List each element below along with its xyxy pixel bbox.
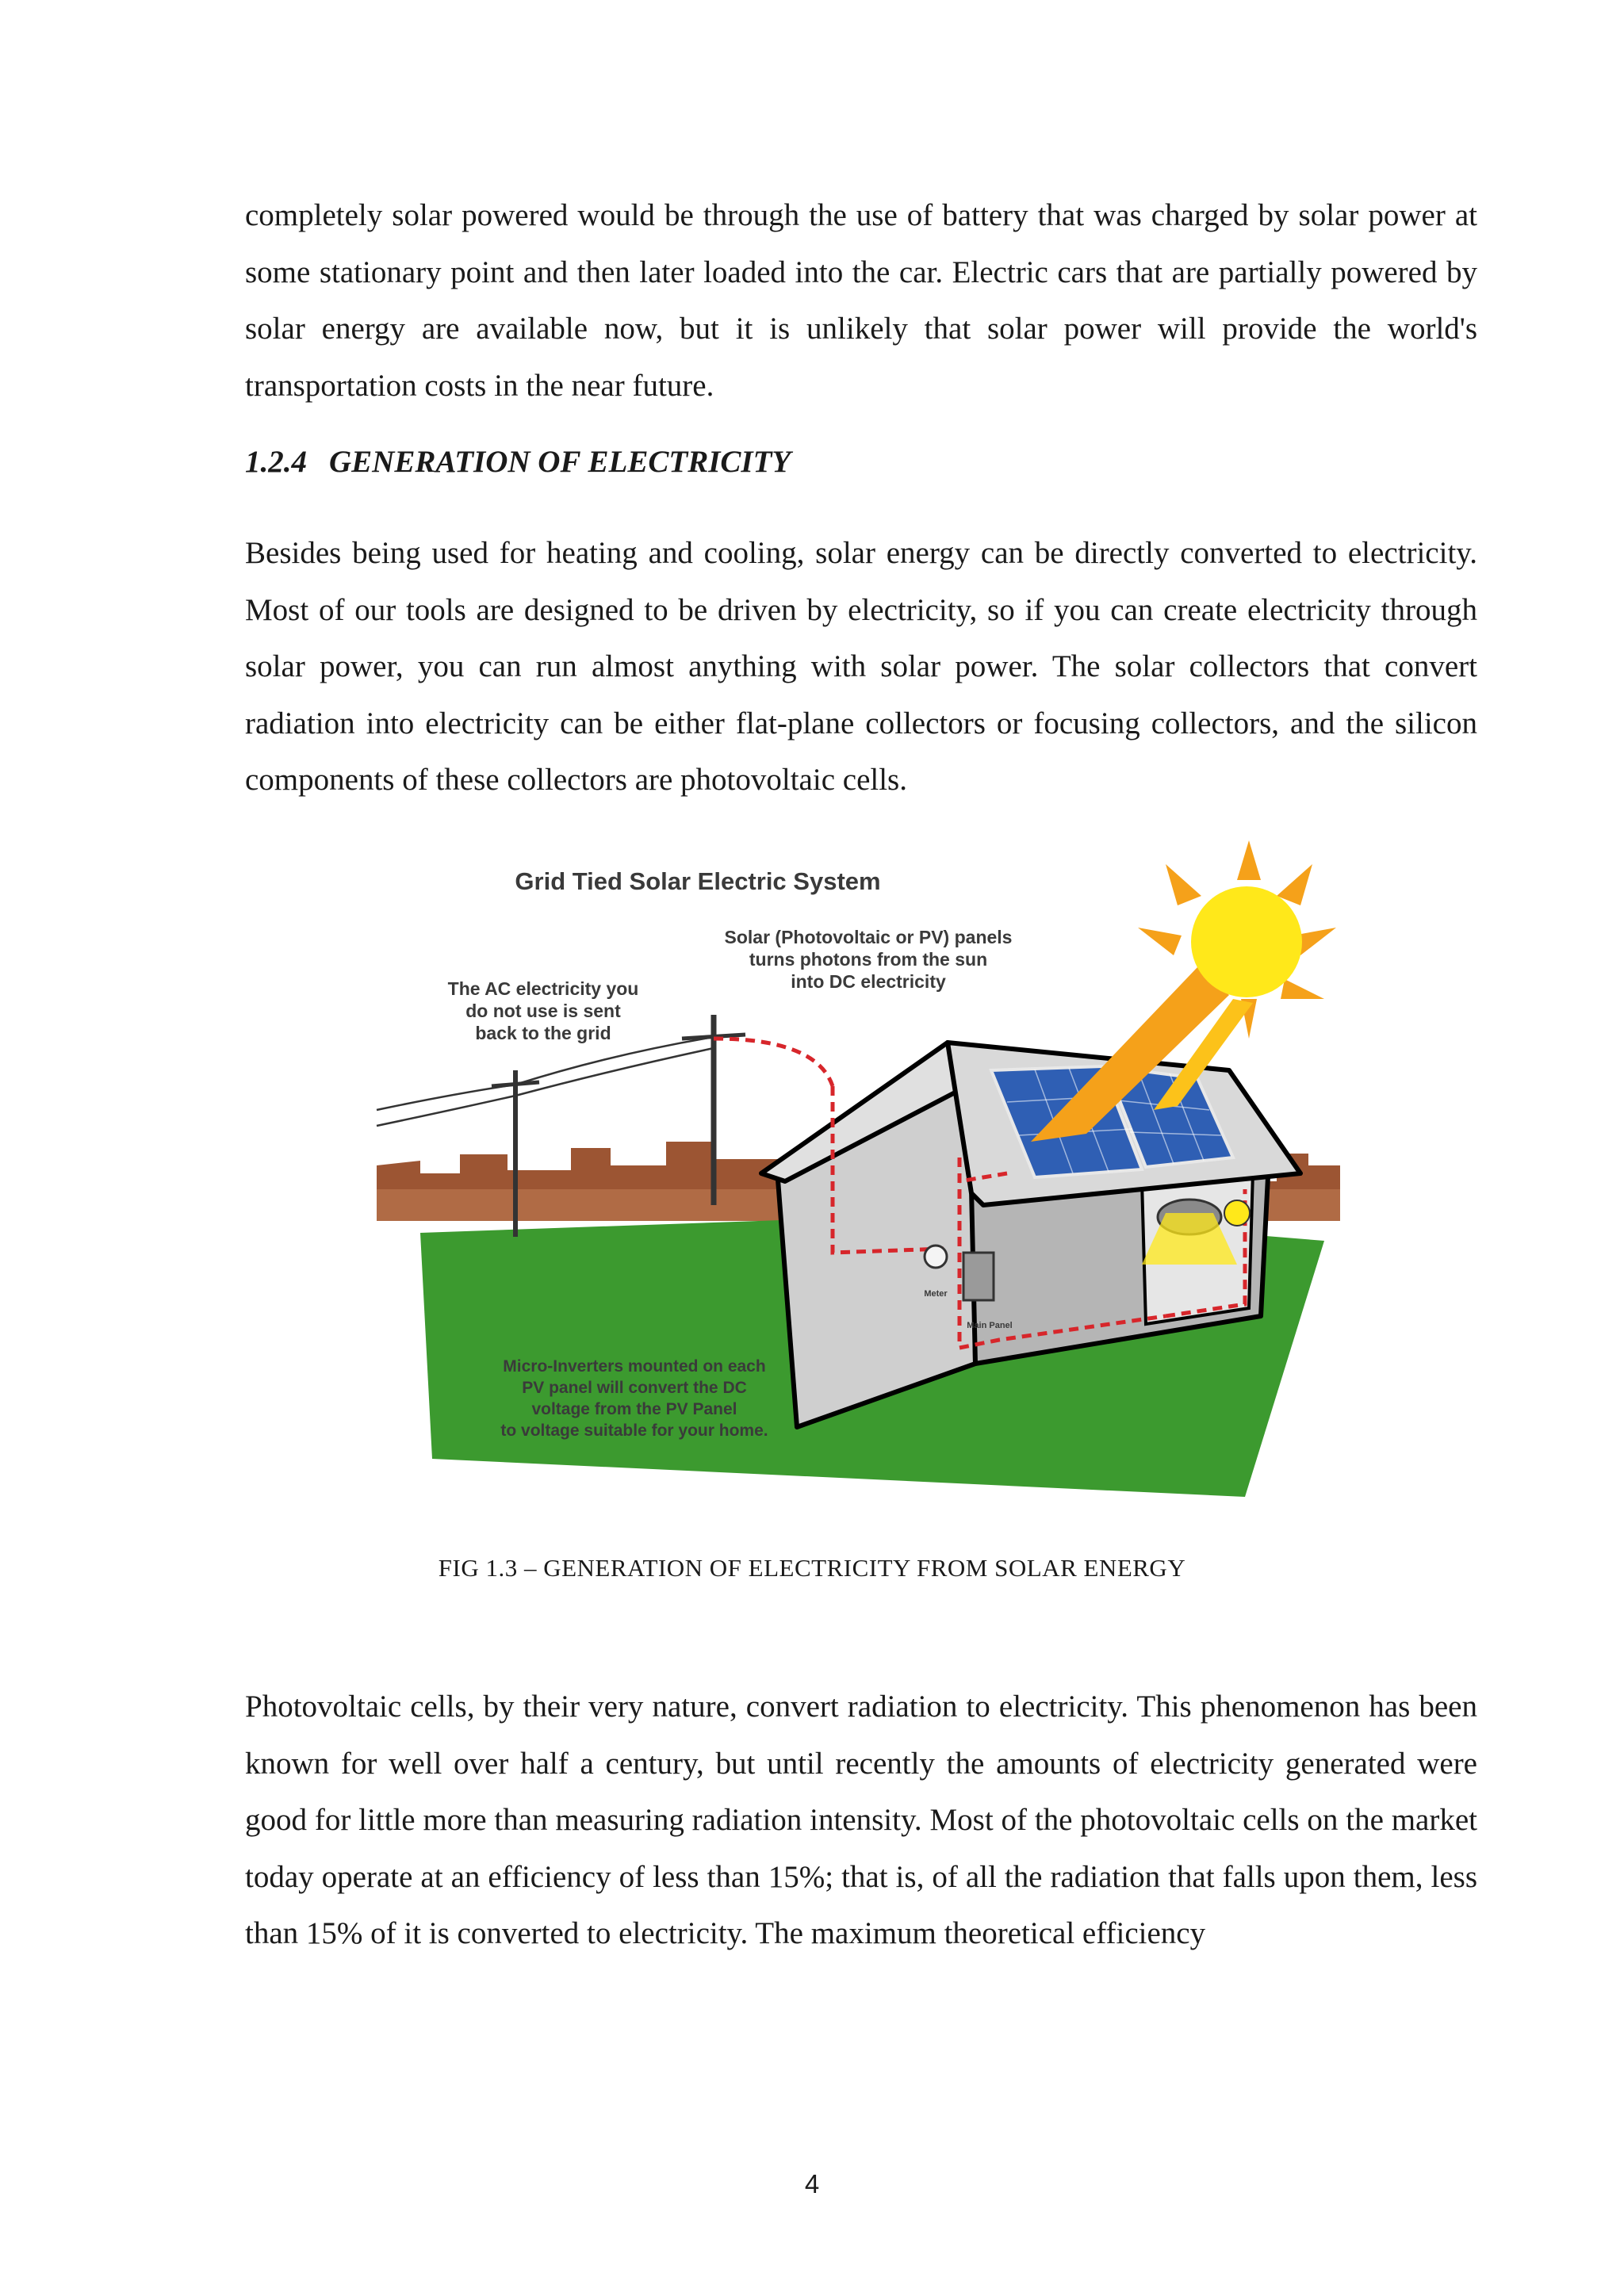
inverter-label-line-3: voltage from the PV Panel [531,1400,737,1418]
section-heading [245,444,791,480]
inverter-label-line-4: to voltage suitable for your home. [500,1422,768,1440]
figure-caption: FIG 1.3 – GENERATION OF ELECTRICITY FROM SOLAR ENERGY [438,1554,1186,1582]
ac-label-line-3: back to the grid [475,1023,611,1043]
section-number: 1.2.4 [245,445,307,479]
ac-label-line-1: The AC electricity you [447,978,639,999]
main-panel-label: Main Panel [967,1321,1013,1330]
power-line-1 [377,1037,714,1110]
section-title: GENERATION OF ELECTRICITY [329,445,791,479]
pv-label-line-3: into DC electricity [791,971,946,992]
ac-label-line-2: do not use is sent [465,1001,621,1021]
service-drop [714,1039,833,1086]
pv-label-line-1: Solar (Photovoltaic or PV) panels [724,927,1013,947]
body-paragraph-transport: completely solar powered would be through the use of battery that was charged by solar power at some stationary point and then later loaded into the car. Electric cars that are partially powered by solar energy are available now, but it is unlikely that solar power will provide the world's transportation costs in the near future. [245,198,1477,403]
meter-label: Meter [924,1289,948,1299]
interior-lamp [1224,1200,1250,1226]
main-panel-box [963,1253,994,1300]
pv-label-line-2: turns photons from the sun [749,949,988,970]
inverter-label-line-2: PV panel will convert the DC [522,1379,747,1397]
body-paragraph-photovoltaic: Photovoltaic cells, by their very nature, convert radiation to electricity. This phenomenon has been known for well over half a century, but until recently the amounts of electricity generated were good for little more than measuring radiation intensity. Most of the photovoltaic cells on the market today operate at an efficiency of less than 15%; that is, of all the radiation that falls upon them, less than 15% of it is converted to electricity. The maximum theoretical efficiency [245,1689,1477,1950]
sun [1191,886,1302,997]
body-paragraph-electricity: Besides being used for heating and cooling, solar energy can be directly converted to electricity. Most of our tools are designed to be driven by electricity, so if you can create electricity through solar power, you can run almost anything with solar power. The solar collectors that convert radiation into electricity can be either flat-plane collectors or focusing collectors, and the silicon components of these collectors are photovoltaic cells. [245,536,1477,797]
solar-system-illustration [373,840,1340,1498]
figure-title: Grid Tied Solar Electric System [515,867,881,895]
page-number: 4 [804,2169,820,2198]
inverter-label-line-1: Micro-Inverters mounted on each [503,1357,766,1376]
figure-grid-tied-solar [373,840,1340,1498]
electric-meter [925,1246,947,1268]
power-line-2 [377,1048,714,1126]
